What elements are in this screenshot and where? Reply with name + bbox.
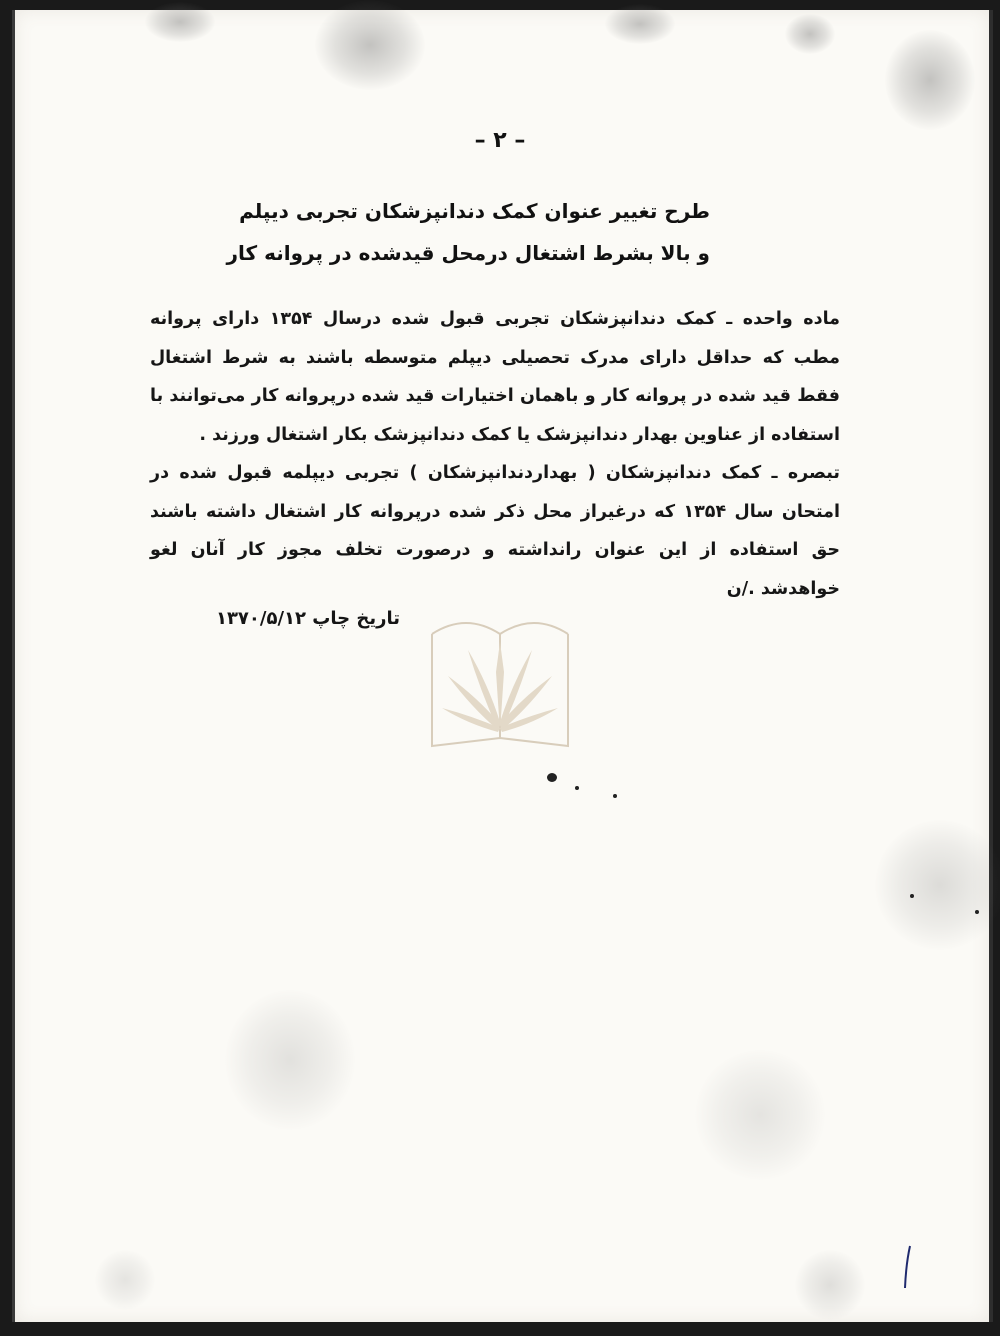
fingerprint-smudge bbox=[145, 2, 215, 42]
print-date bbox=[180, 608, 400, 629]
print-date-value: ۱۳۷۰/۵/۱۲ bbox=[215, 608, 307, 629]
fingerprint-smudge bbox=[95, 1250, 155, 1310]
document-body bbox=[150, 300, 840, 608]
fingerprint-smudge bbox=[695, 1050, 825, 1180]
ink-speck bbox=[613, 794, 617, 798]
fingerprint-smudge bbox=[795, 1250, 865, 1320]
ink-speck bbox=[547, 773, 557, 782]
library-tree-logo-icon bbox=[428, 612, 572, 748]
fingerprint-smudge bbox=[225, 990, 355, 1130]
ink-speck bbox=[975, 910, 979, 914]
print-date-label: تاریخ چاپ bbox=[312, 608, 400, 629]
title-line-1: طرح تغییر عنوان کمک دندانپزشکان تجربی دیپلم bbox=[239, 199, 710, 223]
ink-speck bbox=[910, 894, 914, 898]
pen-stroke-icon bbox=[900, 1244, 914, 1290]
fingerprint-smudge bbox=[315, 0, 425, 90]
fingerprint-smudge bbox=[885, 30, 975, 130]
note-paragraph: تبصره ـ کمک دندانپزشکان ( بهداردندانپزشکان ) تجربی دیپلمه قبول شده در امتحان سال ۱۳۵۴ که درغیراز محل ذکر شده درپروانه کار اشتغال داشته باشند حق استفاده از این عنوان رانداشته و درصورت تخلف مجوز کار آنان لغو خواهدشد ./ن bbox=[150, 463, 840, 599]
title-line-2: و بالا بشرط اشتغال درمحل قیدشده در پروانه کار bbox=[226, 241, 710, 265]
page-number: – ٢ – bbox=[474, 128, 526, 153]
fingerprint-smudge bbox=[605, 4, 675, 44]
ink-speck bbox=[575, 786, 579, 790]
fingerprint-smudge bbox=[875, 820, 1000, 950]
fingerprint-smudge bbox=[785, 14, 835, 54]
single-article-paragraph: ماده واحده ـ کمک دندانپزشکان تجربی قبول شده درسال ۱۳۵۴ دارای پروانه مطب که حداقل دارای مدرک تحصیلی دیپلم متوسطه باشند به شرط اشتغال فقط قید شده در پروانه کار و باهمان اختیارات قید شده درپروانه کار می‌توانند با استفاده از عناوین بهدار دندانپزشک یا کمک دندانپزشک بکار اشتغال ورزند . bbox=[150, 309, 840, 445]
document-title bbox=[226, 190, 710, 274]
